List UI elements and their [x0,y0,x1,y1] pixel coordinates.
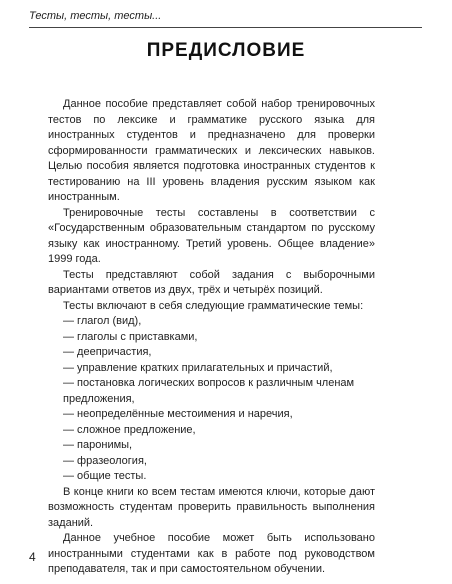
list-item: — неопределённые местоимения и наречия, [63,408,293,420]
running-head: Тесты, тесты, тесты... [29,10,162,22]
paragraph-purpose: Данное пособие представляет собой набор тренировочных тестов по лексике и грамматике русского языка для иностранных студентов и предназначено для проверки сформированности грамматических и лексических навыков. Целью пособия является подготовка иностранных студентов к тестированию на III уровень владения русским языком как иностранным. [48,98,375,203]
main-text [48,97,375,578]
page-number: 4 [29,550,36,564]
list-item: — глаголы с приставками, [63,330,198,343]
list-item: — управление кратких прилагательных и причастий, [63,361,333,374]
list-item: — глагол (вид), [63,315,142,327]
paragraph-format: Тесты представляют собой задания с выборочными вариантами ответов из двух, трёх и четырёх позиций. [48,268,375,296]
paragraph-topics-intro: Тесты включают в себя следующие грамматические темы: [63,299,364,312]
paragraph-keys: В конце книги ко всем тестам имеются ключи, которые дают возможность студентам проверить правильность выполнения заданий. [48,485,375,529]
list-item: — общие тесты. [63,470,147,482]
list-item: — сложное предложение, [63,423,196,436]
topics-list [48,314,375,485]
paragraph-usage: Данное учебное пособие может быть использовано иностранными студентами как в работе под руководством преподавателя, так и при самостоятельном обучении. [48,532,375,575]
header-rule [29,27,422,28]
list-item: — постановка логических вопросов к различным членам предложения, [63,377,355,405]
list-item: — паронимы, [63,439,133,451]
list-item: — деепричастия, [63,346,152,358]
page-title: ПРЕДИСЛОВИЕ [146,40,306,61]
paragraph-standard: Тренировочные тесты составлены в соответствии с «Государственным образовательным стандартом по русскому языку как иностранному. Третий уровень. Общее владение» 1999 года. [48,206,375,265]
list-item: — фразеология, [63,454,147,467]
